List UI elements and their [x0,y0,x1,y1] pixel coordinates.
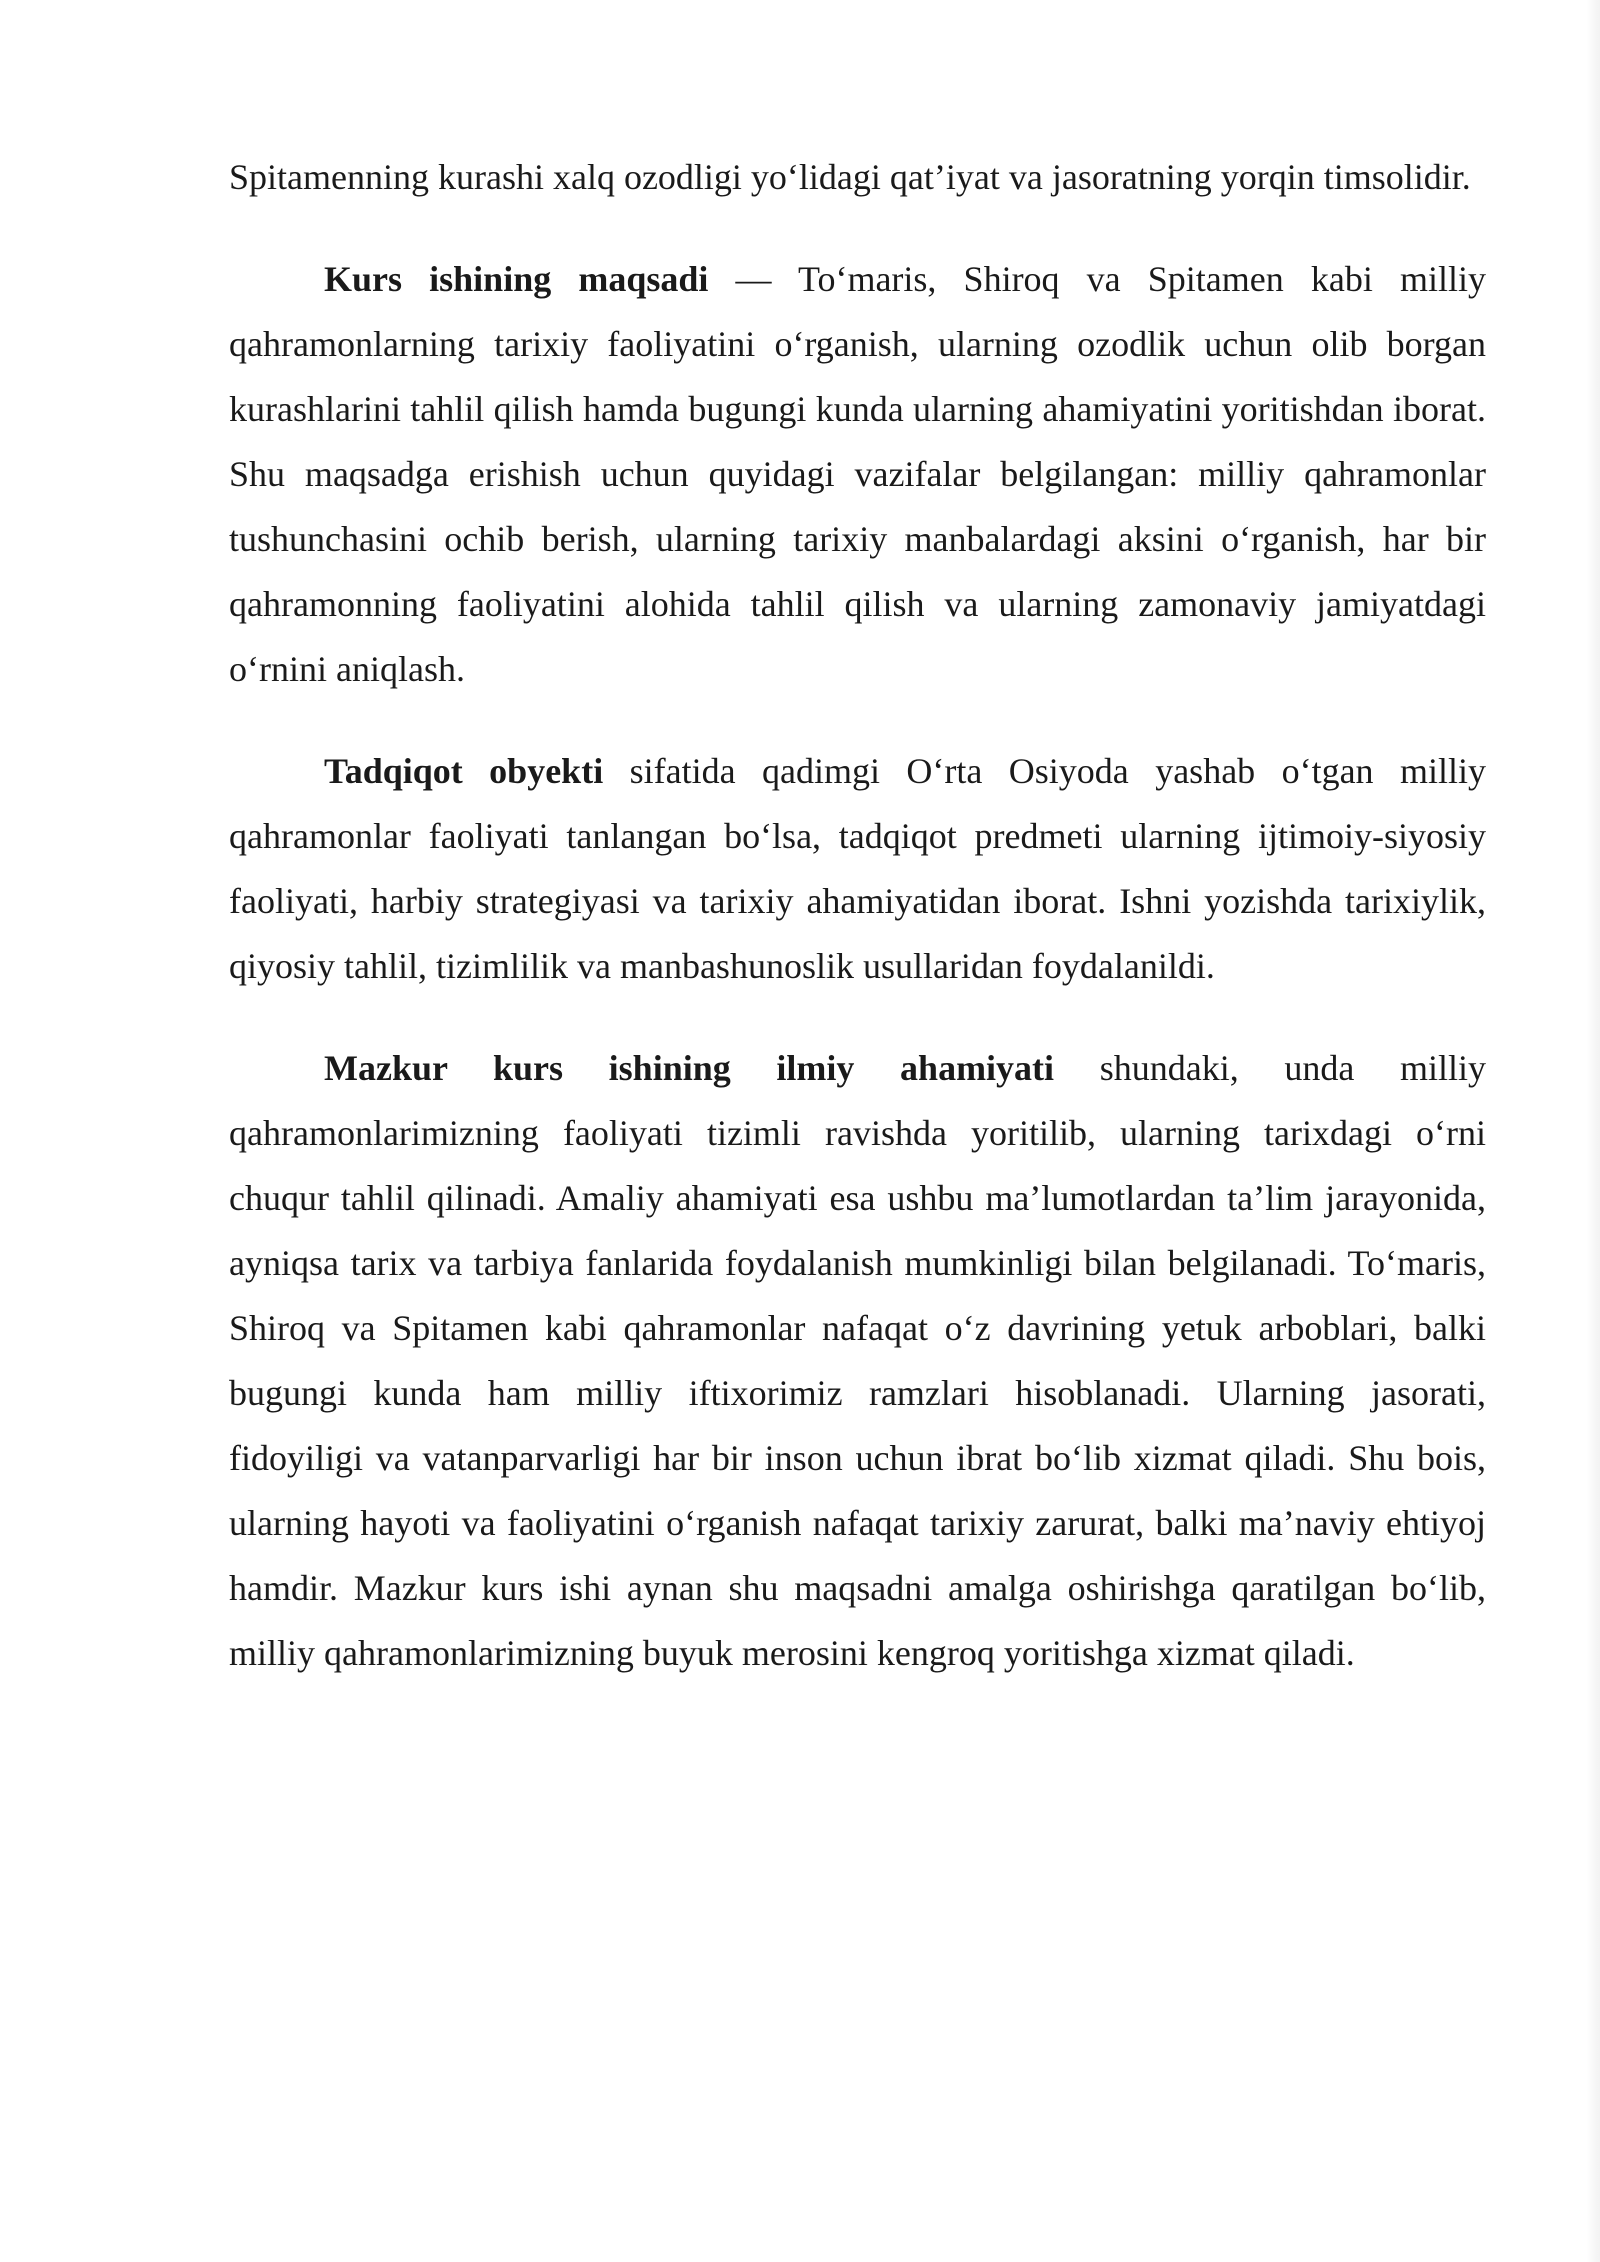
paragraph-continuation [229,145,1486,210]
document-body [229,145,1486,1723]
paragraph-text: shundaki, unda milliy qahramonlarimizning faoliyati tizimli ravishda yoritilib, ularning tarixdagi o‘rni chuqur tahlil qilinadi. Amaliy ahamiyati esa ushbu ma’lumotlardan ta’lim jarayonida, ayniqsa tarix va tarbiya fanlarida foydalanish mumkinligi bilan belgilanadi. To‘maris, Shiroq va Spitamen kabi qahramonlar nafaqat o‘z davrining yetuk arboblari, balki bugungi kunda ham milliy iftixorimiz ramzlari hisoblanadi. Ularning jasorati, fidoyiligi va vatanparvarligi har bir inson uchun ibrat bo‘lib xizmat qiladi. Shu bois, ularning hayoti va faoliyatini o‘rganish nafaqat tarixiy zarurat, balki ma’naviy ehtiyoj hamdir. Mazkur kurs ishi aynan shu maqsadni amalga oshirishga qaratilgan bo‘lib, milliy qahramonlarimizning buyuk merosini kengroq yoritishga xizmat qiladi. [229,1048,1487,1673]
paragraph-research-object [229,739,1486,999]
paragraph-scientific-significance [229,1036,1486,1686]
page-edge-shadow [1586,0,1600,2262]
paragraph-lead: Kurs ishining maqsadi [324,259,709,299]
paragraph-lead: Mazkur kurs ishining ilmiy ahamiyati [324,1048,1055,1088]
paragraph-text: sifatida qadimgi O‘rta Osiyoda yashab o‘tgan milliy qahramonlar faoliyati tanlangan bo‘lsa, tadqiqot predmeti ularning ijtimoiy-siyosiy faoliyati, harbiy strategiyasi va tarixiy ahamiyatidan iborat. Ishni yozishda tarixiylik, qiyosiy tahlil, tizimlilik va manbashunoslik usullaridan foydalanildi. [229,751,1486,986]
paragraph-text: — To‘maris, Shiroq va Spitamen kabi milliy qahramonlarning tarixiy faoliyatini o‘rganish, ularning ozodlik uchun olib borgan kurashlarini tahlil qilish hamda bugungi kunda ularning ahamiyatini yoritishdan iborat. Shu maqsadga erishish uchun quyidagi vazifalar belgilangan: milliy qahramonlar tushunchasini ochib berish, ularning tarixiy manbalardagi aksini o‘rganish, har bir qahramonning faoliyatini alohida tahlil qilish va ularning zamonaviy jamiyatdagi o‘rnini aniqlash. [229,259,1487,689]
paragraph-lead: Tadqiqot obyekti [324,751,604,791]
paragraph-course-goal [229,247,1486,702]
paragraph-text: Spitamenning kurashi xalq ozodligi yo‘lidagi qat’iyat va jasoratning yorqin timsolidir. [229,157,1471,197]
